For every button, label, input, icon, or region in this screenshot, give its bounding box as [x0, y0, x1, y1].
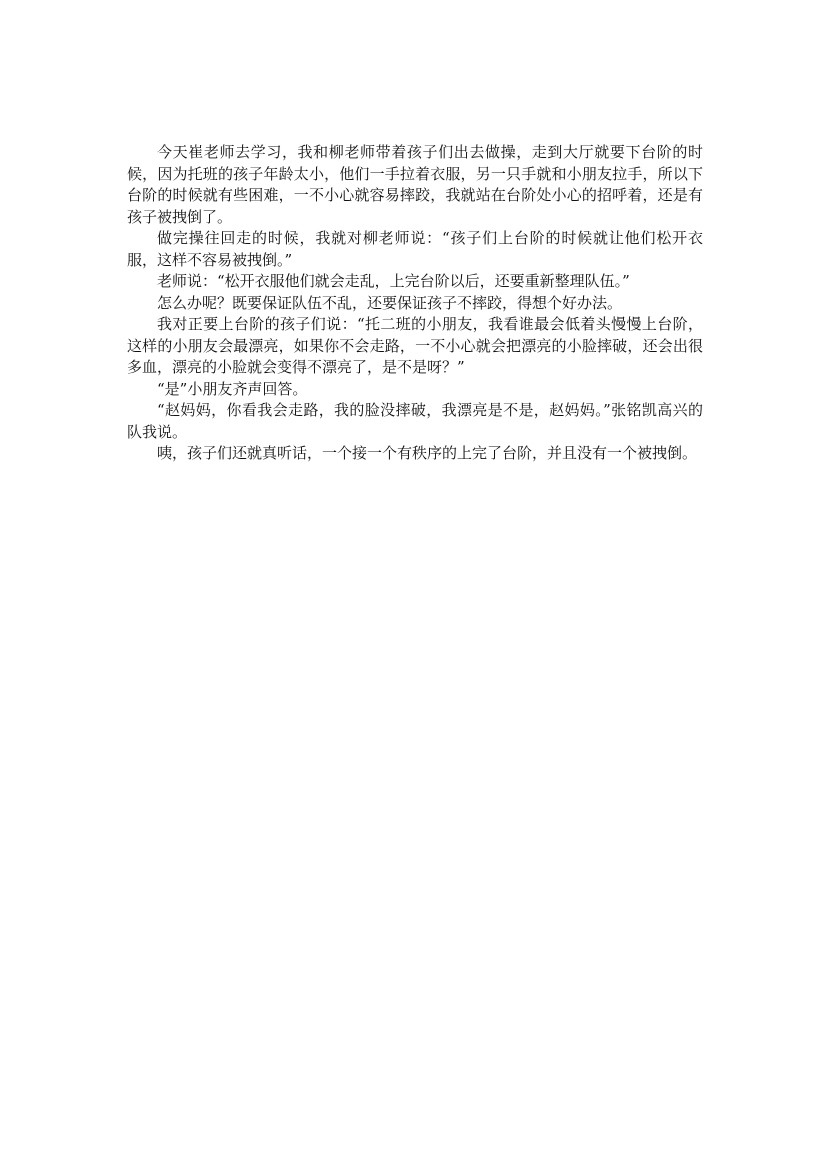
paragraph-8: 咦，孩子们还就真听话，一个接一个有秩序的上完了台阶，并且没有一个被拽倒。 [157, 444, 698, 462]
paragraph-7: “赵妈妈，你看我会走路，我的脸没摔破，我漂亮是不是，赵妈妈。”张铭凯高兴的队我说。 [127, 401, 703, 441]
paragraph-4: 怎么办呢？既要保证队伍不乱，还要保证孩子不摔跤，得想个好办法。 [157, 293, 623, 312]
paragraph-6: “是”小朋友齐声回答。 [157, 379, 308, 398]
paragraph-1: 今天崔老师去学习，我和柳老师带着孩子们出去做操，走到大厅就要下台阶的时候，因为托班的孩子年龄太小，他们一手拉着衣服，另一只手就和小朋友拉手，所以下台阶的时候就有些困难，一不小心就容易摔跤，我就站在台阶处小心的招呼着，还是有孩子被拽倒了。 [127, 143, 703, 226]
document-body [127, 142, 703, 465]
paragraph-3: 老师说：“松开衣服他们就会走乱，上完台阶以后，还要重新整理队伍。” [157, 272, 630, 290]
paragraph-2: 做完操往回走的时候，我就对柳老师说：“孩子们上台阶的时候就让他们松开衣服，这样不容易被拽倒。” [127, 229, 703, 269]
paragraph-5: 我对正要上台阶的孩子们说：“托二班的小朋友，我看谁最会低着头慢慢上台阶，这样的小朋友会最漂亮，如果你不会走路，一不小心就会把漂亮的小脸摔破，还会出很多血，漂亮的小脸就会变得不漂亮了，是不是呀？” [127, 315, 703, 376]
